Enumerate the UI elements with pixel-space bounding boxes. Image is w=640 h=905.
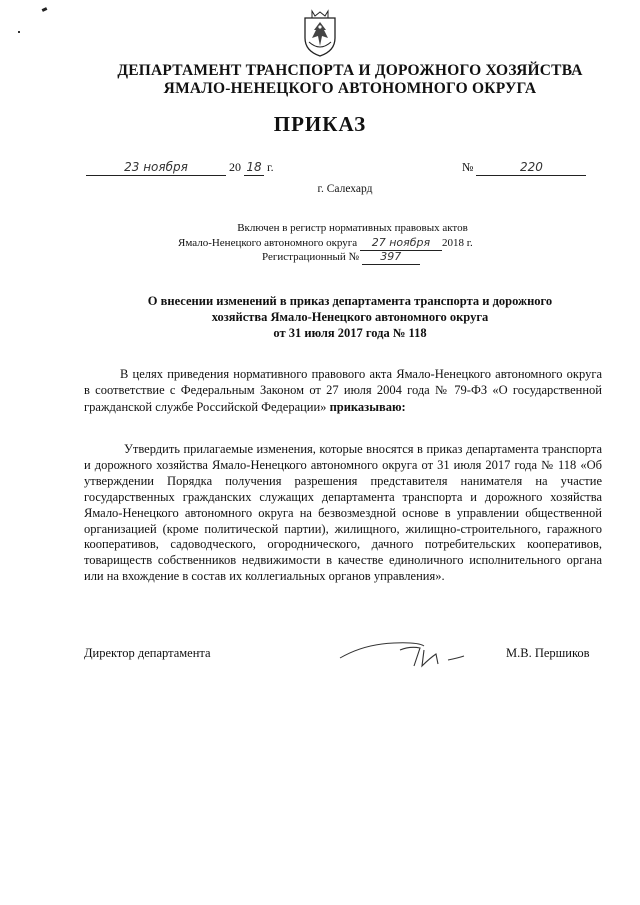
- signer-position: Директор департамента: [84, 646, 211, 660]
- registry-number-label: Регистрационный №: [262, 251, 360, 263]
- date-line: [86, 160, 274, 176]
- order-title-line1: О внесении изменений в приказ департамента транспорта и дорожного: [147, 294, 553, 308]
- body-paragraph: Утвердить прилагаемые изменения, которые вносятся в приказ департамента транспорта и дорожного хозяйства Ямало-Ненецкого автономного округа от 31 июля 2017 года № 118 «Об утверждении Порядка получения разрешения представителя нанимателя на участие государственных гражданских служащих департамента транспорта и дорожного хозяйства Ямало-Ненецкого автономного округа на безвозмездной основе в управлении общественной организацией (кроме политической партии), жилищного, жилищно-строительного, гаражного кооперативов, садоводческого, огороднического, дачного потребительских кооперативов, товариществ собственников недвижимости в качестве единоличного исполнительного органа или на вхождение в состав их коллегиальных органов управления».: [84, 442, 602, 584]
- handwritten-signature-icon: [334, 636, 484, 672]
- order-word: приказываю:: [329, 399, 406, 414]
- scan-mark: [18, 31, 20, 33]
- date-day-month: 23 ноября: [86, 161, 226, 176]
- department-name-line1: ДЕПАРТАМЕНТ ТРАНСПОРТА И ДОРОЖНОГО ХОЗЯЙСТВА: [117, 62, 583, 79]
- registry-line2: [178, 236, 473, 251]
- order-title-line2: хозяйства Ямало-Ненецкого автономного округа: [211, 310, 489, 324]
- signer-name: М.В. Першиков: [506, 646, 590, 660]
- registry-region: Ямало-Ненецкого автономного округа: [178, 237, 358, 249]
- document-number: 220: [476, 161, 586, 176]
- preamble-text: В целях приведения нормативного правового акта Ямало-Ненецкого автономного округа в соответствие с Федеральным Законом от 27 июля 2004 года № 79-ФЗ «О государственной гражданской службе Российской Федерации»: [84, 367, 602, 414]
- registry-year: 2018 г.: [441, 237, 473, 249]
- date-year-abbr: г.: [267, 160, 274, 174]
- registry-line1: Включен в регистр нормативных правовых актов: [237, 222, 468, 234]
- preamble-paragraph: [84, 366, 602, 415]
- date-year-prefix: 20: [229, 160, 241, 174]
- number-label: №: [462, 160, 474, 174]
- number-line: [462, 160, 586, 176]
- city: г. Салехард: [317, 183, 373, 195]
- coat-of-arms-icon: [300, 8, 340, 58]
- registry-date: 27 ноября: [360, 236, 442, 251]
- registry-number: 397: [362, 250, 420, 265]
- scan-mark: [42, 7, 48, 12]
- document-type: ПРИКАЗ: [273, 112, 367, 136]
- registry-line3: [262, 250, 420, 265]
- order-title-line3: от 31 июля 2017 года № 118: [273, 326, 427, 340]
- date-year-suffix: 18: [244, 161, 264, 176]
- department-name-line2: ЯМАЛО-НЕНЕЦКОГО АВТОНОМНОГО ОКРУГА: [163, 80, 537, 97]
